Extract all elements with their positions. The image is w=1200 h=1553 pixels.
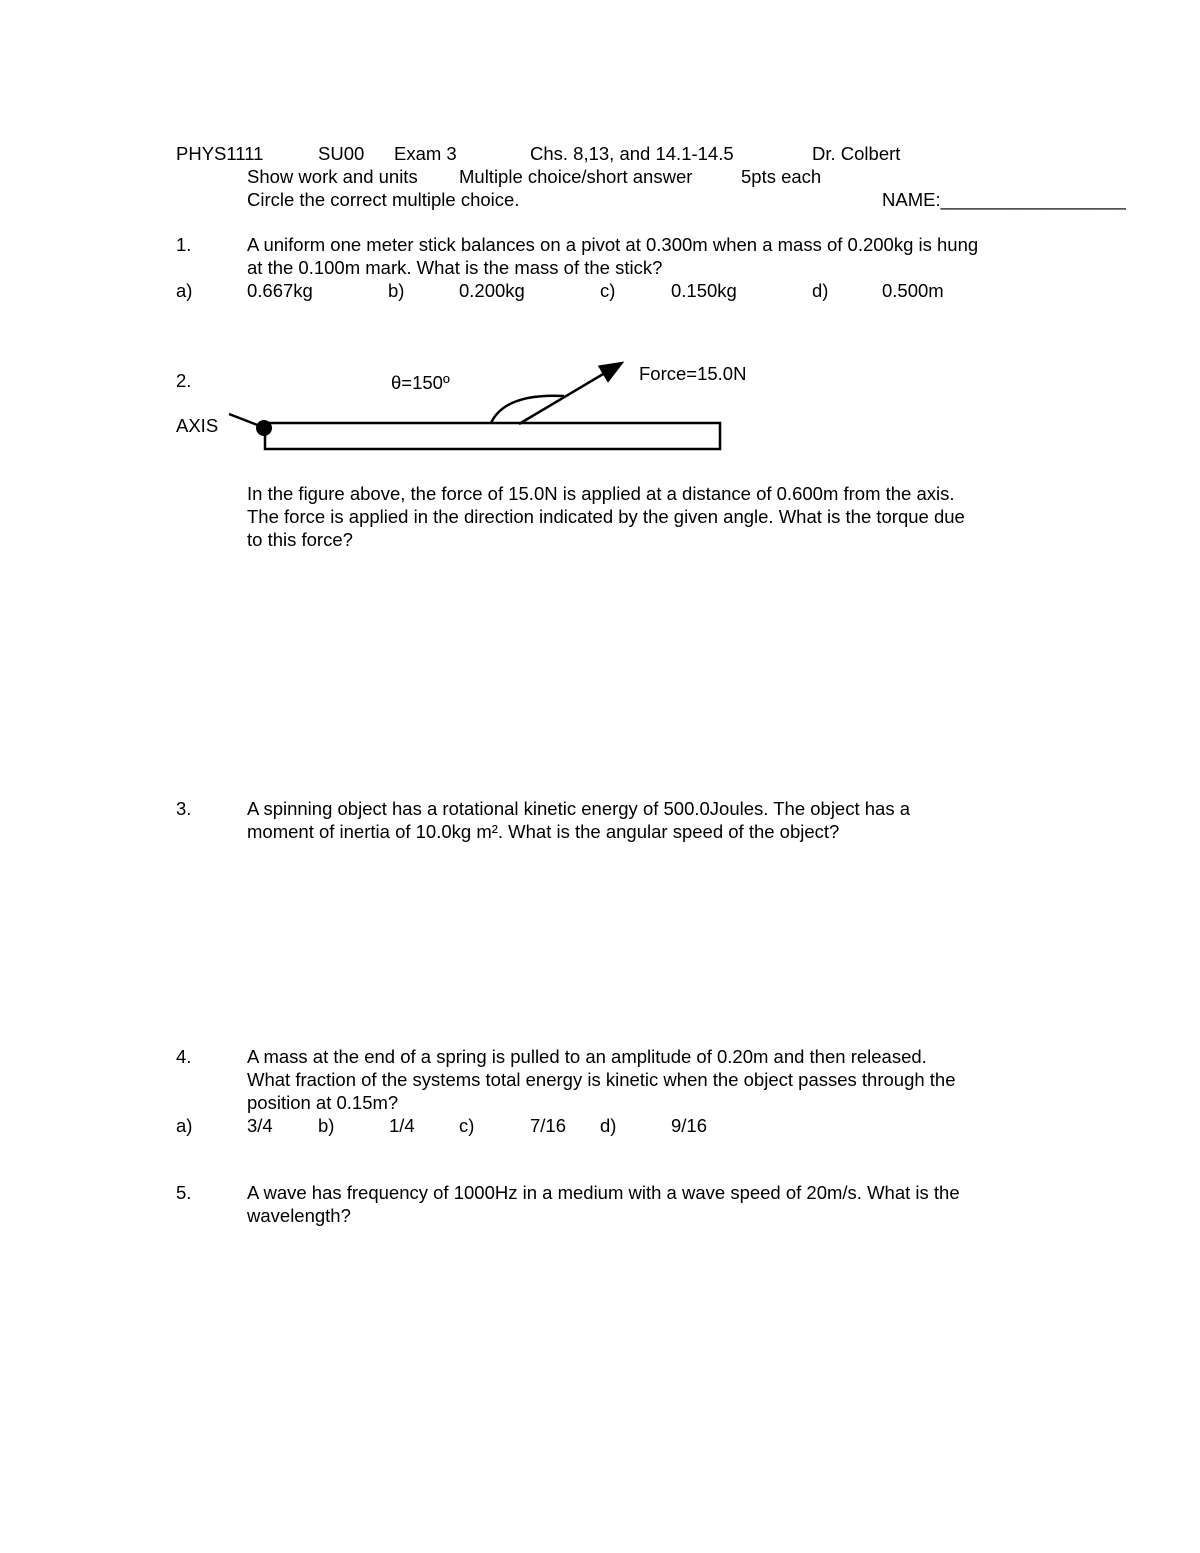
name-field[interactable]: NAME:__________________ [882,189,1126,210]
axis-label: AXIS [176,415,219,436]
question-number: 4. [176,1046,192,1067]
question-types-note: Multiple choice/short answer [459,166,693,187]
show-work-note: Show work and units [247,166,418,187]
choice-value[interactable]: 7/16 [530,1115,567,1136]
choice-value[interactable]: 0.500m [882,280,944,301]
choice-value[interactable]: 0.667kg [247,280,313,301]
chapters: Chs. 8,13, and 14.1-14.5 [530,143,734,164]
force-label: Force=15.0N [639,363,747,384]
choice-letter[interactable]: d) [812,280,829,301]
question-number: 2. [176,370,192,391]
question-text: at the 0.100m mark. What is the mass of the stick? [247,257,663,278]
choice-letter[interactable]: a) [176,1115,193,1136]
instructor: Dr. Colbert [812,143,901,164]
axis-pointer [229,414,260,426]
question-text: In the figure above, the force of 15.0N is applied at a distance of 0.600m from the axis. [247,483,955,504]
question-text: A uniform one meter stick balances on a pivot at 0.300m when a mass of 0.200kg is hung [247,234,979,255]
question-text: A mass at the end of a spring is pulled to an amplitude of 0.20m and then released. [247,1046,927,1067]
question-text: moment of inertia of 10.0kg m². What is the angular speed of the object? [247,821,840,842]
course-code: PHYS1111 [176,143,264,164]
choice-letter[interactable]: a) [176,280,193,301]
question-text: A spinning object has a rotational kinetic energy of 500.0Joules. The object has a [247,798,911,819]
choice-letter[interactable]: c) [600,280,616,301]
exam-title: Exam 3 [394,143,457,164]
choice-value[interactable]: 9/16 [671,1115,708,1136]
choice-value[interactable]: 0.200kg [459,280,525,301]
choice-letter[interactable]: b) [318,1115,335,1136]
force-arrow [519,364,620,424]
question-number: 5. [176,1182,192,1203]
term-code: SU00 [318,143,365,164]
question-text: What fraction of the systems total energy is kinetic when the object passes through the [247,1069,956,1090]
torque-figure [0,0,1200,470]
stick-bar [265,423,720,449]
question-text: The force is applied in the direction indicated by the given angle. What is the torque due [247,506,965,527]
question-text: wavelength? [247,1205,351,1226]
question-text: to this force? [247,529,353,550]
choice-letter[interactable]: c) [459,1115,475,1136]
question-text: position at 0.15m? [247,1092,399,1113]
choice-value[interactable]: 3/4 [247,1115,273,1136]
circle-instruction: Circle the correct multiple choice. [247,189,520,210]
angle-label: θ=150º [391,372,450,393]
question-number: 1. [176,234,192,255]
pivot-point [256,420,272,436]
choice-letter[interactable]: b) [388,280,405,301]
question-number: 3. [176,798,192,819]
choice-value[interactable]: 1/4 [389,1115,415,1136]
choice-letter[interactable]: d) [600,1115,617,1136]
question-text: A wave has frequency of 1000Hz in a medium with a wave speed of 20m/s. What is the [247,1182,960,1203]
points-note: 5pts each [741,166,822,187]
choice-value[interactable]: 0.150kg [671,280,737,301]
